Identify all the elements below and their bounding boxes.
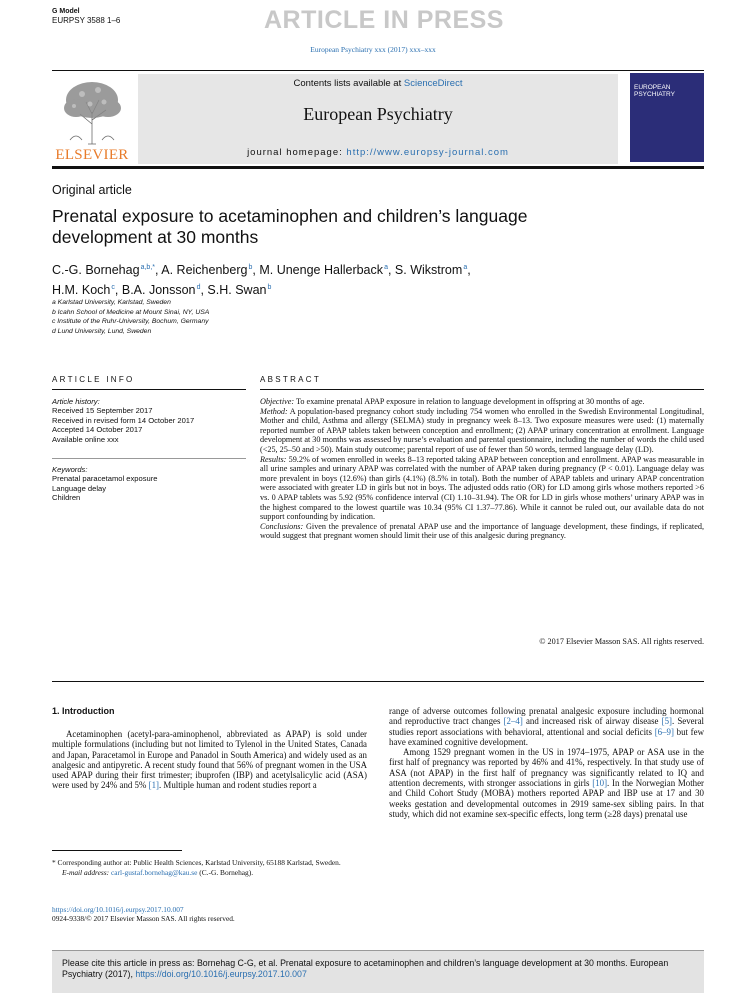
keyword-item: Prenatal paracetamol exposure: [52, 474, 158, 484]
abstract-heading: ABSTRACT: [260, 375, 322, 384]
method-text: A population-based pregnancy cohort study including 754 women who enrolled in the Swedish Environmental Longitudinal, Mother and child, Asthma and allergy (SELMA) study in pregnancy week 8–13. Two exposure measures were used: (1) maternally reported number of APAP tablets taken between conception and enrollment; (2) APAP urinary concentration at enrollment. Language development at 30 months was assessed by nurse’s evaluation and parental questionnaire, including the number of words the child used (<25, 25–50 and >50). Main study outcome; parental report of use of fewer than 50 words, termed language delay (LD).: [260, 406, 704, 454]
header-bottom-rule: [52, 166, 704, 169]
affiliation-list: [52, 298, 452, 336]
header-top-rule: [52, 70, 704, 71]
citation-body: Please cite this article in press as: Bornehag C-G, et al. Prenatal exposure to acetaminophen and children’s language development at 30 months. European Psychiatry (2017),: [62, 958, 669, 979]
body-text: but few have examined cognitive development.: [389, 726, 704, 747]
email-suffix: (C.-G. Bornehag).: [197, 867, 254, 877]
sciencedirect-link[interactable]: ScienceDirect: [403, 78, 463, 89]
article-in-press-banner: ARTICLE IN PRESS: [264, 6, 504, 34]
keyword-item: Language delay: [52, 483, 107, 493]
affiliation-item: a Karlstad University, Karlstad, Sweden: [52, 299, 171, 306]
citation-link[interactable]: [1]: [148, 780, 159, 791]
author-name[interactable]: H.M. Koch: [52, 283, 111, 298]
author-list: [52, 259, 652, 299]
email-label: E-mail address:: [62, 867, 111, 877]
contents-line: [138, 78, 618, 89]
body-text: range of adverse outcomes following prenatal analgesic exposure including hormonal and reproductive tract changes: [389, 706, 704, 727]
keyword-item: Children: [52, 493, 81, 503]
abstract-method: [260, 407, 704, 455]
email-link[interactable]: carl-gustaf.bornehag@kau.se: [111, 867, 198, 877]
keywords-label: Keywords:: [52, 465, 88, 474]
author-line-2: H.M. Koch $^c$, B.A. Jonsson $^d$, S.H. Swan $^b$: [52, 283, 272, 298]
article-info-rule: [52, 389, 246, 390]
corresponding-author-footnote: [52, 858, 367, 877]
article-history: [52, 397, 246, 444]
author-affil-sup[interactable]: d: [196, 284, 201, 292]
abstract-rule: [260, 389, 704, 390]
author-affil-sup[interactable]: a: [463, 264, 468, 271]
method-label: Method:: [260, 406, 288, 416]
author-affil-sup[interactable]: b: [267, 284, 272, 292]
article-type: Original article: [52, 183, 132, 197]
abstract-copyright: © 2017 Elsevier Masson SAS. All rights reserved.: [539, 637, 704, 646]
citation-link[interactable]: [2–4]: [503, 716, 523, 727]
conclusions-text: Given the prevalence of prenatal APAP use and the importance of language development, these findings, if replicated, would suggest that pregnant women should limit their use of this analgesic during pregnancy.: [260, 521, 704, 541]
body-text: Among 1529 pregnant women in the US in 1974–1975, APAP or ASA use in the first half of pregnancy was reported by 46% and 41%, respectively. In that study use of ASA (not APAP) in the first half of pregnancy was significantly related to IQ and attention decrements, with stronger associations in girls: [389, 747, 704, 789]
author-name[interactable]: S.H. Swan: [207, 283, 267, 298]
article-title: Prenatal exposure to acetaminophen and children’s language development at 30 months: [52, 206, 528, 247]
journal-title: European Psychiatry: [303, 104, 453, 124]
body-paragraph: [389, 747, 704, 819]
results-label: Results:: [260, 454, 287, 464]
body-paragraph: [52, 729, 367, 791]
journal-homepage-line: [138, 147, 618, 158]
author-line-1: C.-G. Bornehag $^{a,b,*}$, A. Reichenberg $^b$, M. Unenge Hallerback $^a$, S. Wikstrom $^a$,: [52, 263, 471, 278]
issn-copyright: 0924-9338/© 2017 Elsevier Masson SAS. All rights reserved.: [52, 914, 235, 923]
author-affil-sup[interactable]: c: [111, 284, 115, 292]
section-heading: 1. Introduction: [52, 706, 115, 716]
abstract-body: [260, 397, 704, 541]
body-text: Acetaminophen (acetyl-para-aminophenol, abbreviated as APAP) is sold under multiple formulations (including but not limited to Tylenol in the United States, Canada and Japan, Paracetamol in Europe and Panadol in South America) and widely used as an analgesic and antipyretic. A recent study found that 56% of pregnant women in the USA used APAP during their first trimester; ibuprofen (IBP) and acetylsalicylic acid (ASA) were used by 24% and 5%: [52, 729, 367, 791]
elsevier-wordmark: ELSEVIER: [55, 147, 129, 163]
front-matter-bottom-rule: [52, 681, 704, 682]
objective-text: To examine prenatal APAP exposure in relation to language development in offspring at 30 months of age.: [294, 397, 645, 406]
history-label: Article history:: [52, 397, 100, 406]
contents-prefix: Contents lists available at: [293, 78, 404, 89]
author-name[interactable]: M. Unenge Hallerback: [259, 263, 384, 278]
affiliation-item: b Icahn School of Medicine at Mount Sinai, NY, USA: [52, 308, 210, 316]
abstract-conclusions: [260, 522, 704, 541]
author-affil-sup[interactable]: b: [248, 264, 253, 271]
body-text: . In the Norwegian Mother and Child Cohort Study (MOBA) mothers reported APAP and IBP use at 17 and 30 weeks gestation and developmental outcomes in 2919 same-sex sibling pairs. In that study, which did not examine sex-specific effects, long term (≥28 days) prenatal use: [389, 778, 704, 819]
results-text: 59.2% of women enrolled in weeks 8–13 reported taking APAP between conception and enrollment. APAP was measurable in all urine samples and urinary APAP was correlated with the number of APAP taken during pregnancy (P < 0.01). Language delay was more prevalent in boys (12.6%) than girls (4.1%) (8.5% in total). Both the number of APAP tablets and urinary APAP concentration were associated with greater LD in girls but not in boys. The adjusted odds ratio (OR) for LD among girls whose mothers reported >6 vs. 0 APAP tablets was 5.92 (95% confidence interval (CI) 1.10–31.94). The OR for LD in girls whose mothers’ urinary APAP was in the highest compared to the lowest quartile was 10.34 (95% CI 1.37–77.86). While it cannot be ruled out, our available data do not support confounding by indication.: [260, 454, 704, 522]
doi-block: [52, 905, 235, 923]
author-name[interactable]: S. Wikstrom: [394, 263, 463, 278]
keywords-rule: [52, 458, 246, 459]
article-info-heading: ARTICLE INFO: [52, 375, 135, 384]
body-text: and increased risk of airway disease: [522, 716, 662, 727]
cover-title-text: EUROPEAN PSYCHIATRY: [634, 84, 675, 98]
history-item: Received in revised form 14 October 2017: [52, 415, 195, 425]
author-affil-sup[interactable]: a,b,*: [140, 264, 155, 271]
objective-label: Objective:: [260, 397, 295, 406]
citation-link[interactable]: [10]: [592, 778, 608, 789]
conclusions-label: Conclusions:: [260, 521, 304, 531]
article-ref-code: EURPSY 3588 1–6: [52, 16, 121, 25]
doi-link[interactable]: https://doi.org/10.1016/j.eurpsy.2017.10.007: [52, 905, 184, 914]
abstract-objective: [260, 397, 704, 407]
affiliation-item: d Lund University, Lund, Sweden: [52, 327, 152, 335]
body-text: . Multiple human and rodent studies report a: [158, 780, 317, 791]
history-item: Available online xxx: [52, 434, 119, 444]
corresponding-text: * Corresponding author at: Public Health Sciences, Karlstad University, 65188 Karlstad, Sweden.: [52, 858, 341, 867]
citation-link[interactable]: [5]: [661, 716, 672, 727]
g-model-label: G Model: [52, 8, 80, 15]
homepage-url-link[interactable]: http://www.europsy-journal.com: [346, 147, 509, 158]
homepage-label: journal homepage:: [247, 147, 347, 158]
author-affil-sup[interactable]: a: [384, 264, 388, 271]
citation-link[interactable]: [6–9]: [654, 726, 674, 737]
citation-text: [62, 958, 702, 980]
body-paragraph: [389, 706, 704, 747]
body-column-left: [52, 729, 367, 791]
history-item: Received 15 September 2017: [52, 406, 153, 416]
footnote-rule: [52, 850, 182, 851]
author-name[interactable]: B.A. Jonsson: [121, 283, 196, 298]
citation-doi-link[interactable]: https://doi.org/10.1016/j.eurpsy.2017.10.007: [135, 969, 307, 979]
keywords: [52, 465, 246, 503]
journal-issue-line[interactable]: European Psychiatry xxx (2017) xxx–xxx: [310, 45, 436, 54]
history-item: Accepted 14 October 2017: [52, 425, 143, 435]
author-name[interactable]: C.-G. Bornehag: [52, 263, 140, 278]
abstract-results: [260, 455, 704, 522]
body-text: . Several studies report associations with behavioral, attentional and social deficits: [389, 716, 704, 737]
body-column-right: [389, 706, 704, 819]
affiliation-item: c Institute of the Ruhr-University, Bochum, Germany: [52, 318, 209, 325]
author-name[interactable]: A. Reichenberg: [161, 263, 248, 278]
